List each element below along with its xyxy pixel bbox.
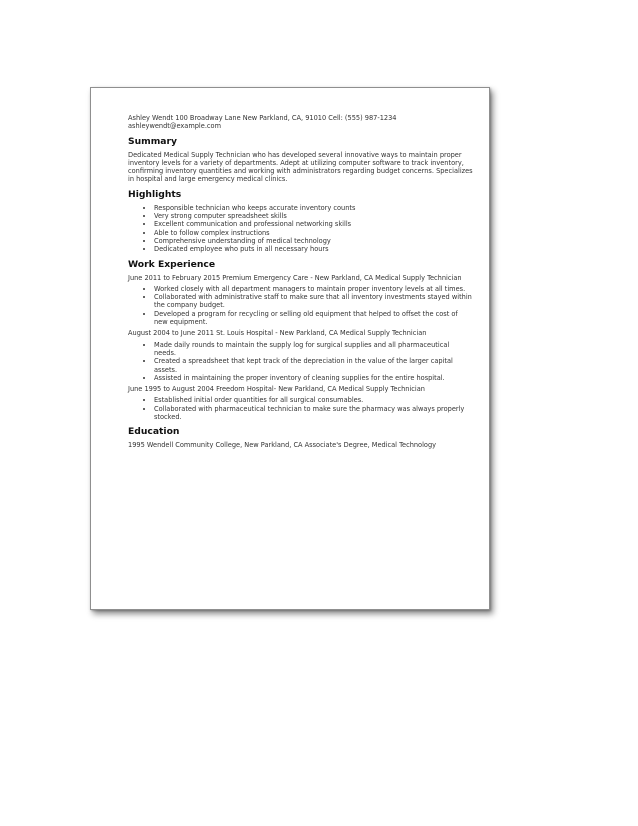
highlights-heading: Highlights (128, 188, 182, 200)
job-bullet: • Established initial order quantities for all surgical consumables. (154, 396, 473, 404)
job-header: June 1995 to August 2004 Freedom Hospital- New Parkland, CA Medical Supply Technician (128, 385, 425, 394)
job-header: August 2004 to June 2011 St. Louis Hospital - New Parkland, CA Medical Supply Technician (128, 329, 427, 338)
job-bullets (128, 341, 473, 382)
education-heading: Education (128, 426, 180, 438)
job-bullet: • Assisted in maintaining the proper inventory of cleaning supplies for the entire hospital. (154, 374, 473, 382)
contact-line: Ashley Wendt 100 Broadway Lane New Parkland, CA, 91010 Cell: (555) 987-1234 (128, 114, 397, 122)
job-bullet: • Collaborated with administrative staff to make sure that all inventory investments stayed within the company budget. (154, 293, 473, 310)
summary-heading: Summary (128, 135, 178, 147)
job-bullet: • Developed a program for recycling or selling old equipment that helped to offset the cost of new equipment. (154, 310, 473, 327)
contact-email: ashleywendt@example.com (128, 122, 221, 131)
highlight-item: • Comprehensive understanding of medical technology (154, 237, 473, 245)
summary-text: Dedicated Medical Supply Technician who has developed several innovative ways to maintain proper inventory levels for a variety of departments. Adept at utilizing computer software to track inventory, confirming inventory quantities and working with administrators regarding budget concerns. Specializes in hospital and large emergency medical clinics. (128, 150, 473, 184)
experience-heading: Work Experience (128, 258, 216, 270)
highlight-item: • Very strong computer spreadsheet skills (154, 212, 473, 220)
job-bullets (128, 285, 473, 326)
education-text: 1995 Wendell Community College, New Parkland, CA Associate's Degree, Medical Technology (128, 441, 437, 450)
job-bullet: • Collaborated with pharmaceutical technician to make sure the pharmacy was always properly stocked. (154, 405, 473, 422)
job-bullet: • Worked closely with all department managers to maintain proper inventory levels at all times. (154, 285, 473, 293)
highlight-item: • Dedicated employee who puts in all necessary hours (154, 245, 473, 253)
job-bullet: • Created a spreadsheet that kept track of the depreciation in the value of the larger capital assets. (154, 357, 473, 374)
resume-page (90, 87, 490, 610)
highlight-item: • Excellent communication and professional networking skills (154, 220, 473, 228)
resume-content (128, 114, 473, 450)
highlight-item: • Responsible technician who keeps accurate inventory counts (154, 204, 473, 212)
job-bullet: • Made daily rounds to maintain the supply log for surgical supplies and all pharmaceutical needs. (154, 341, 473, 358)
highlight-item: • Able to follow complex instructions (154, 229, 473, 237)
highlights-list (128, 204, 473, 254)
job-bullets (128, 396, 473, 421)
job-header: June 2011 to February 2015 Premium Emergency Care - New Parkland, CA Medical Supply Technician (128, 273, 462, 282)
